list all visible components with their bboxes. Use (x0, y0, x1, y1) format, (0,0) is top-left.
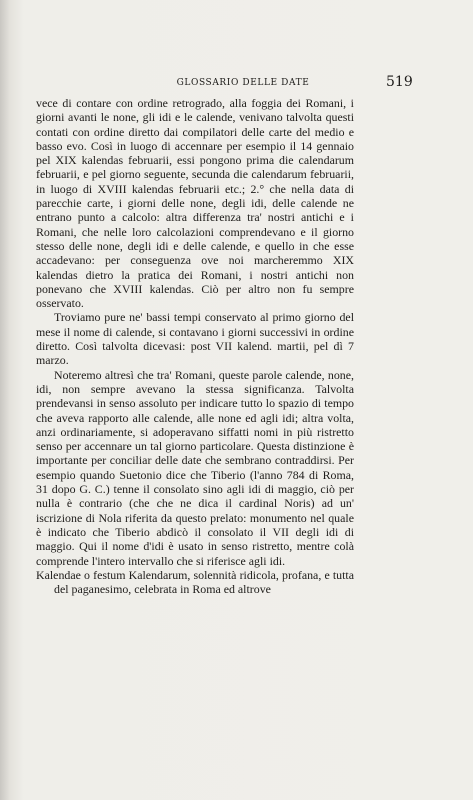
paragraph-3: Noteremo altresì che tra' Romani, queste parole calende, none, idi, non sempre avevano la stessa significanza. Talvolta prendevansi in senso assoluto per indicare tutto lo spazio di tempo che aveva rapporto alle calende, alle none ed agli idi; altra volta, anzi ordinariamente, si adoperavano siffatti nomi in più ristretto senso per accennare un tal giorno particolare. Questa distinzione è importante per conciliar delle date che sembrano contraddirsi. Per esempio quando Suetonio dice che Tiberio (l'anno 784 di Roma, 31 dopo G. C.) tenne il consolato sino agli idi di maggio, ciò per nulla è contrario (che che ne dica il cardinal Noris) ad un' iscrizione di Nola riferita da questo prelato: monumento nel quale è indicato che Tiberio abdicò il consolato il VII degli idi di maggio. Qui il nome d'idi è usato in senso ristretto, mentre colà comprende l'intero intervallo che si riferisce agli idi. (36, 367, 354, 568)
paragraph-2: Troviamo pure ne' bassi tempi conservato al primo giorno del mese il nome di calende, si contavano i giorni successivi in ordine diretto. Così talvolta dicevasi: post VII kalend. martii, pel dì 7 marzo. (36, 310, 354, 368)
paragraph-1: vece di contare con ordine retrogrado, alla foggia dei Romani, i giorni avanti le none, gli idi e le calende, venivano talvolta questi contati con ordine diretto dai compilatori delle carte del medio e basso evo. Così in luogo di accennare per esempio il 14 gennaio pel XIX kalendas februarii, essi pongono prima die calendarum februarii, e pel giorno seguente, secunda die calendarum februarii, in luogo di XVIII kalendas februarii etc.; 2.° che nella data di parecchie carte, i giorni delle none, degli idi, delle calende ne entrano punto a calcolo: altra differenza tra' nostri antichi e i Romani, che nelle loro calcolazioni comprendevano e il giorno stesso delle none, degli idi e delle calende, e quello in che esse accadevano: per conseguenza ove noi marcheremmo XIX kalendas dietro la pratica dei Romani, i nostri antichi non ponevano che XVIII kalendas. Ciò per altro non fu sempre osservato. (36, 96, 354, 311)
body-text (36, 96, 354, 596)
glossary-entry-kalendae: Kalendae o festum Kalendarum, solennità ridicola, profana, e tutta del paganesimo, celebrata in Roma ed altrove (36, 567, 354, 597)
page-number: 519 (386, 74, 413, 90)
running-title: GLOSSARIO DELLE DATE (176, 78, 310, 88)
